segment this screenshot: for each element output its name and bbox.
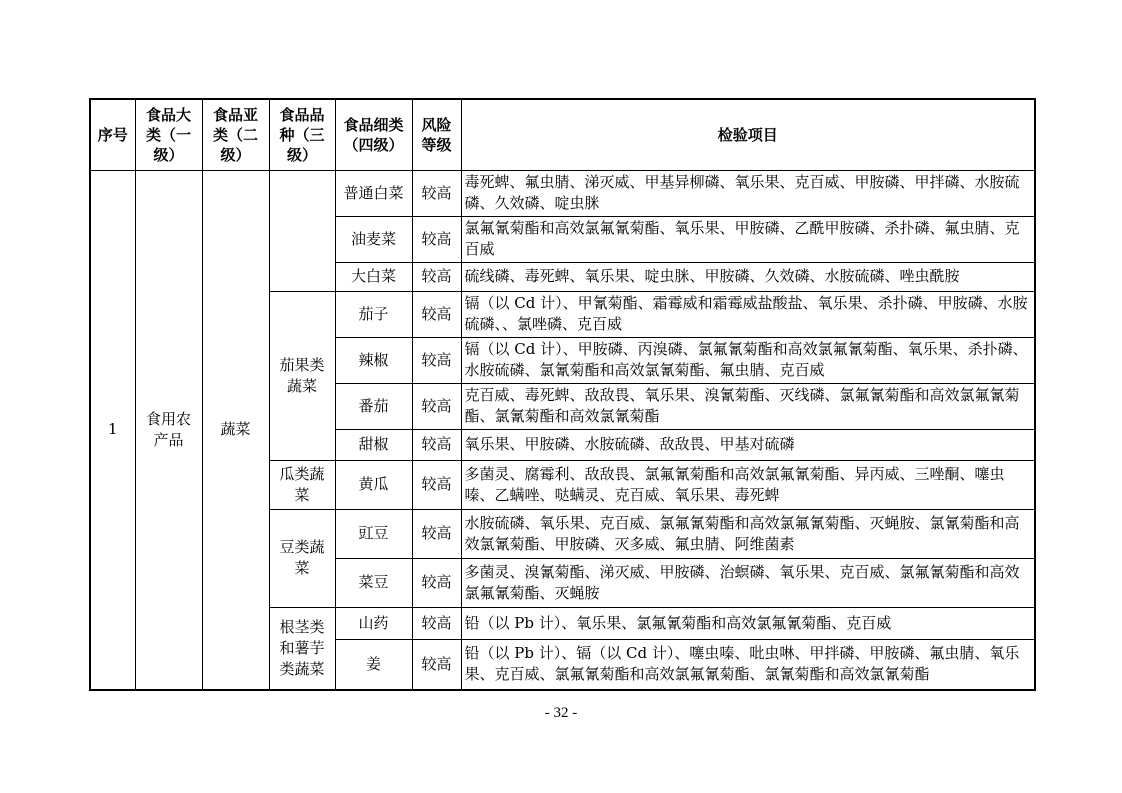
items-cell: 镉（以 Cd 计）、甲胺磷、丙溴磷、氯氟氰菊酯和高效氯氟氰菊酯、氧乐果、杀扑磷、水胺硫磷、氯氰菊酯和高效氯氰菊酯、氟虫腈、克百威 <box>461 337 1035 383</box>
cat3-cell-blank <box>269 170 335 291</box>
header-cat1: 食品大类（一级） <box>135 99 202 170</box>
header-items: 检验项目 <box>461 99 1035 170</box>
cat3-cell-root: 根茎类和薯芋类蔬菜 <box>269 607 335 690</box>
items-cell: 硫线磷、毒死蜱、氧乐果、啶虫脒、甲胺磷、久效磷、水胺硫磷、唑虫酰胺 <box>461 262 1035 291</box>
risk-cell: 较高 <box>412 509 461 558</box>
risk-cell: 较高 <box>412 558 461 607</box>
header-cat4: 食品细类（四级） <box>335 99 412 170</box>
cat4-cell: 豇豆 <box>335 509 412 558</box>
cat3-cell-cucurbit: 瓜类蔬菜 <box>269 460 335 509</box>
cat3-cell-solanaceous: 茄果类蔬菜 <box>269 291 335 460</box>
cat2-cell: 蔬菜 <box>202 170 269 690</box>
risk-cell: 较高 <box>412 170 461 216</box>
risk-cell: 较高 <box>412 429 461 460</box>
table-row <box>90 170 1035 216</box>
risk-cell: 较高 <box>412 383 461 429</box>
header-seq: 序号 <box>90 99 135 170</box>
risk-cell: 较高 <box>412 337 461 383</box>
items-cell: 克百威、毒死蜱、敌敌畏、氧乐果、溴氰菊酯、灭线磷、氯氟氰菊酯和高效氯氟氰菊酯、氯氰菊酯和高效氯氰菊酯 <box>461 383 1035 429</box>
cat3-cell-legume: 豆类蔬菜 <box>269 509 335 607</box>
risk-cell: 较高 <box>412 607 461 639</box>
items-cell: 多菌灵、腐霉利、敌敌畏、氯氟氰菊酯和高效氯氟氰菊酯、异丙威、三唑酮、噻虫嗪、乙螨唑、哒螨灵、克百威、氧乐果、毒死蜱 <box>461 460 1035 509</box>
items-cell: 镉（以 Cd 计）、甲氰菊酯、霜霉威和霜霉威盐酸盐、氧乐果、杀扑磷、甲胺磷、水胺硫磷、、氯唑磷、克百威 <box>461 291 1035 337</box>
cat4-cell: 辣椒 <box>335 337 412 383</box>
risk-cell: 较高 <box>412 460 461 509</box>
risk-cell: 较高 <box>412 639 461 690</box>
cat4-cell: 姜 <box>335 639 412 690</box>
header-cat2: 食品亚类（二级） <box>202 99 269 170</box>
items-cell: 氧乐果、甲胺磷、水胺硫磷、敌敌畏、甲基对硫磷 <box>461 429 1035 460</box>
risk-cell: 较高 <box>412 291 461 337</box>
cat4-cell: 大白菜 <box>335 262 412 291</box>
risk-cell: 较高 <box>412 262 461 291</box>
seq-cell: 1 <box>90 170 135 690</box>
inspection-table <box>89 98 1036 691</box>
cat1-cell: 食用农产品 <box>135 170 202 690</box>
page-number: - 32 - <box>544 705 578 721</box>
items-cell: 多菌灵、溴氰菊酯、涕灭威、甲胺磷、治螟磷、氧乐果、克百威、氯氟氰菊酯和高效氯氟氰菊酯、灭蝇胺 <box>461 558 1035 607</box>
header-cat3: 食品品种（三级） <box>269 99 335 170</box>
cat4-cell: 甜椒 <box>335 429 412 460</box>
cat4-cell: 油麦菜 <box>335 216 412 262</box>
items-cell: 铅（以 Pb 计）、镉（以 Cd 计）、噻虫嗪、吡虫啉、甲拌磷、甲胺磷、氟虫腈、氧乐果、克百威、氯氟氰菊酯和高效氯氟氰菊酯、氯氰菊酯和高效氯氰菊酯 <box>461 639 1035 690</box>
cat4-cell: 菜豆 <box>335 558 412 607</box>
items-cell: 铅（以 Pb 计）、氧乐果、氯氟氰菊酯和高效氯氟氰菊酯、克百威 <box>461 607 1035 639</box>
cat4-cell: 番茄 <box>335 383 412 429</box>
cat4-cell: 普通白菜 <box>335 170 412 216</box>
risk-cell: 较高 <box>412 216 461 262</box>
header-risk: 风险等级 <box>412 99 461 170</box>
items-cell: 水胺硫磷、氧乐果、克百威、氯氟氰菊酯和高效氯氟氰菊酯、灭蝇胺、氯氰菊酯和高效氯氰菊酯、甲胺磷、灭多威、氟虫腈、阿维菌素 <box>461 509 1035 558</box>
items-cell: 氯氟氰菊酯和高效氯氟氰菊酯、氧乐果、甲胺磷、乙酰甲胺磷、杀扑磷、氟虫腈、克百威 <box>461 216 1035 262</box>
items-cell: 毒死蜱、氟虫腈、涕灭威、甲基异柳磷、氧乐果、克百威、甲胺磷、甲拌磷、水胺硫磷、久效磷、啶虫脒 <box>461 170 1035 216</box>
cat4-cell: 茄子 <box>335 291 412 337</box>
cat4-cell: 山药 <box>335 607 412 639</box>
cat4-cell: 黄瓜 <box>335 460 412 509</box>
table-header-row <box>90 99 1035 170</box>
